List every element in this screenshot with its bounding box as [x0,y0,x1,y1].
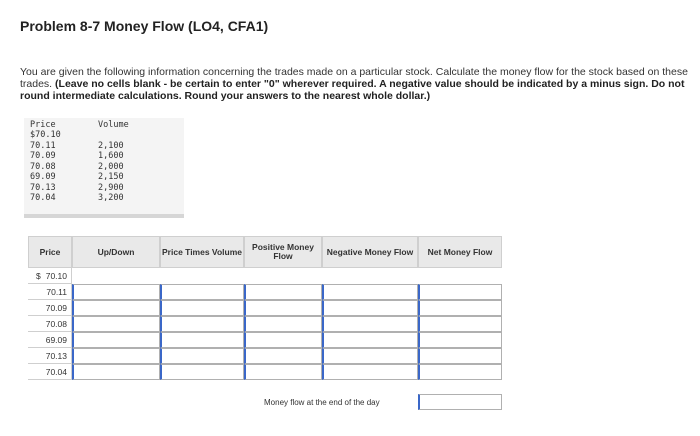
updown-input[interactable] [72,316,160,332]
ptv-input[interactable] [160,316,244,332]
given-header-row [24,120,184,130]
given-volume: 2,150 [98,172,124,182]
col-header-positive-money-flow: Positive Money Flow [244,236,322,268]
price-value: 70.13 [45,351,67,361]
total-label: Money flow at the end of the day [264,398,380,407]
given-price-header: Price [30,120,56,130]
net-input[interactable] [418,316,502,332]
price-value: 70.09 [45,303,67,313]
given-volume: 3,200 [98,193,124,203]
col-header-price: Price [28,236,72,268]
given-volume: 2,900 [98,182,124,193]
given-volume: 2,000 [98,161,124,172]
price-cell [28,316,72,332]
pmf-input[interactable] [244,284,322,300]
pmf-input[interactable] [244,332,322,348]
instruction-bold: (Leave no cells blank - be certain to enter "0" wherever required. A negative value should be indicated by a minus sign. Do not round intermediate calculations. Round your answers to the nearest whole dollar.) [20,78,685,102]
col-header-updown: Up/Down [72,236,160,268]
updown-input[interactable] [72,332,160,348]
currency-symbol: $ [36,271,41,281]
given-volume-header: Volume [98,120,129,130]
ptv-input[interactable] [160,348,244,364]
net-input[interactable] [418,332,502,348]
given-row [24,162,184,172]
ptv-input[interactable] [160,284,244,300]
price-cell [28,268,72,284]
price-cell [28,300,72,316]
price-value: 69.09 [45,335,67,345]
net-input[interactable] [418,300,502,316]
price-value: 70.04 [45,367,67,377]
price-cell [28,348,72,364]
nmf-input[interactable] [322,300,418,316]
given-price: 69.09 [30,172,56,182]
col-header-price-times-volume: Price Times Volume [160,236,244,268]
price-cell [28,284,72,300]
price-value: 70.10 [45,271,67,281]
given-volume: 1,600 [98,151,124,161]
given-row [24,130,184,140]
problem-title: Problem 8-7 Money Flow (LO4, CFA1) [20,18,269,34]
given-price: 70.08 [30,161,56,172]
net-input[interactable] [418,364,502,380]
total-net-money-flow-input[interactable] [418,394,502,410]
nmf-input[interactable] [322,348,418,364]
given-price: 70.11 [30,140,56,151]
pmf-input[interactable] [244,348,322,364]
given-scrollbar[interactable] [24,214,184,218]
pmf-input[interactable] [244,300,322,316]
net-input[interactable] [418,284,502,300]
given-price: 70.04 [30,193,56,203]
given-row [24,172,184,182]
price-cell [28,364,72,380]
pmf-input[interactable] [244,364,322,380]
col-header-negative-money-flow: Negative Money Flow [322,236,418,268]
updown-input[interactable] [72,284,160,300]
ptv-input[interactable] [160,300,244,316]
given-row [24,141,184,151]
net-input[interactable] [418,348,502,364]
given-row [24,193,184,203]
instructions [20,66,698,102]
col-header-net-money-flow: Net Money Flow [418,236,502,268]
updown-input[interactable] [72,348,160,364]
given-row [24,183,184,193]
updown-input[interactable] [72,300,160,316]
given-row [24,151,184,161]
nmf-input[interactable] [322,364,418,380]
nmf-input[interactable] [322,284,418,300]
given-data-block [24,118,184,216]
given-price: 70.09 [30,151,56,161]
nmf-input[interactable] [322,332,418,348]
updown-input[interactable] [72,364,160,380]
price-value: 70.11 [46,287,67,297]
ptv-input[interactable] [160,332,244,348]
pmf-input[interactable] [244,316,322,332]
given-price: 70.13 [30,182,56,193]
nmf-input[interactable] [322,316,418,332]
given-price: $70.10 [30,130,61,140]
price-value: 70.08 [45,319,67,329]
given-volume: 2,100 [98,140,124,151]
ptv-input[interactable] [160,364,244,380]
instruction-text: You are given the following information concerning the trades made on a particular stock. Calculate the money flow for the stock based on these trades. [20,66,688,90]
price-cell [28,332,72,348]
problem-card [14,8,700,436]
